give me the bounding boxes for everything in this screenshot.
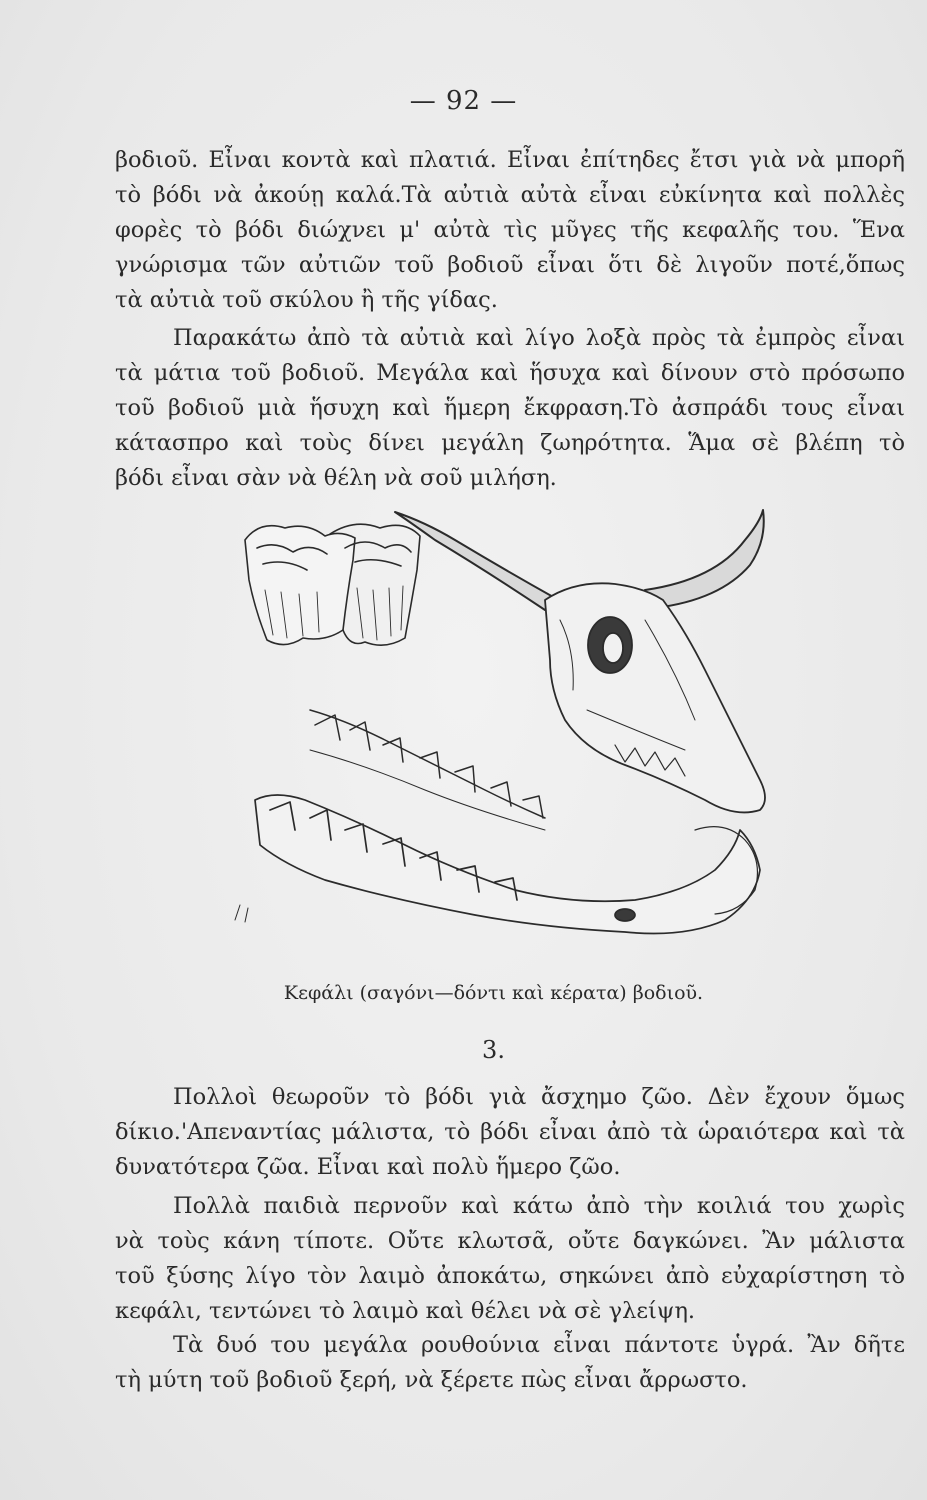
text-line: δίκιο.'Απεναντίας μάλιστα, τὸ βόδι εἶναι ἀπὸ τὰ ὡραιότερα καὶ τὰ	[115, 1119, 905, 1145]
text-line: τὴ μύτη τοῦ βοδιοῦ ξερή, νὰ ξέρετε πὼς εἶναι ἄρρωστο.	[115, 1367, 748, 1393]
text-line: τοῦ βοδιοῦ μιὰ ἥσυχη καὶ ἥμερη ἔκφραση.Τὸ ἀσπράδι τους εἶναι	[115, 395, 905, 421]
text-line: Πολλὰ παιδιὰ περνοῦν καὶ κάτω ἀπὸ τὴν κοιλιά του χωρὶς	[173, 1193, 905, 1219]
page-number: — 92 —	[409, 86, 518, 116]
text-line: κάτασπρο καὶ τοὺς δίνει μεγάλη ζωηρότητα. Ἅμα σὲ βλέπη τὸ	[115, 430, 905, 456]
paragraph-tameness	[115, 1189, 905, 1329]
text-line: Τὰ δυό του μεγάλα ρουθούνια εἶναι πάντοτε ὑγρά. Ἂν δῆτε	[173, 1332, 905, 1358]
text-line: βόδι εἶναι σὰν νὰ θέλη νὰ σοῦ μιλήση.	[115, 465, 557, 491]
skull-drawing	[545, 583, 765, 812]
text-line: Πολλοὶ θεωροῦν τὸ βόδι γιὰ ἄσχημο ζῶο. Δὲν ἔχουν ὅμως	[173, 1084, 905, 1110]
paragraph-nostrils	[115, 1328, 905, 1398]
text-line: δυνατότερα ζῶα. Εἶναι καὶ πολὺ ἥμερο ζῶο.	[115, 1154, 621, 1180]
paragraph-appearance	[115, 1080, 905, 1185]
upper-teeth-row-drawing	[310, 710, 545, 830]
text-line: κεφάλι, τεντώνει τὸ λαιμὸ καὶ θέλει νὰ σὲ γλείψη.	[115, 1298, 696, 1324]
text-line: τὰ μάτια τοῦ βοδιοῦ. Μεγάλα καὶ ἥσυχα καὶ δίνουν στὸ πρόσωπο	[115, 360, 905, 386]
section-number: 3.	[482, 1036, 505, 1064]
text-line: βοδιοῦ. Εἶναι κοντὰ καὶ πλατιά. Εἶναι ἐπίτηδες ἔτσι γιὰ νὰ μπορῆ	[115, 147, 905, 173]
text-line: φορὲς τὸ βόδι διώχνει μ' αὐτὰ τὶς μῦγες τῆς κεφαλῆς του. Ἕνα	[115, 217, 905, 243]
text-line: νὰ τοὺς κάνη τίποτε. Οὔτε κλωτσᾶ, οὔτε δαγκώνει. Ἂν μάλιστα	[115, 1228, 905, 1254]
paragraph-ears	[115, 143, 905, 318]
text-line: τοῦ ξύσης λίγο τὸν λαιμὸ ἀποκάτω, σηκώνει ἀπὸ εὐχαρίστηση τὸ	[115, 1263, 905, 1289]
text-line: Παρακάτω ἀπὸ τὰ αὐτιὰ καὶ λίγο λοξὰ πρὸς τὰ ἐμπρὸς εἶναι	[173, 325, 905, 351]
cow-skull-illustration	[215, 500, 785, 940]
paragraph-eyes	[115, 321, 905, 496]
text-line: γνώρισμα τῶν αὐτιῶν τοῦ βοδιοῦ εἶναι ὅτι δὲ λιγοῦν ποτέ,ὅπως	[115, 252, 905, 278]
text-line: τὰ αὐτιὰ τοῦ σκύλου ἢ τῆς γίδας.	[115, 287, 498, 313]
text-line: τὸ βόδι νὰ ἀκούῃ καλά.Τὰ αὐτιὰ αὐτὰ εἶναι εὐκίνητα καὶ πολλὲς	[115, 182, 905, 208]
molar-teeth-drawing	[245, 524, 420, 645]
figure-caption: Κεφάλι (σαγόνι—δόντι καὶ κέρατα) βοδιοῦ.	[283, 982, 704, 1004]
